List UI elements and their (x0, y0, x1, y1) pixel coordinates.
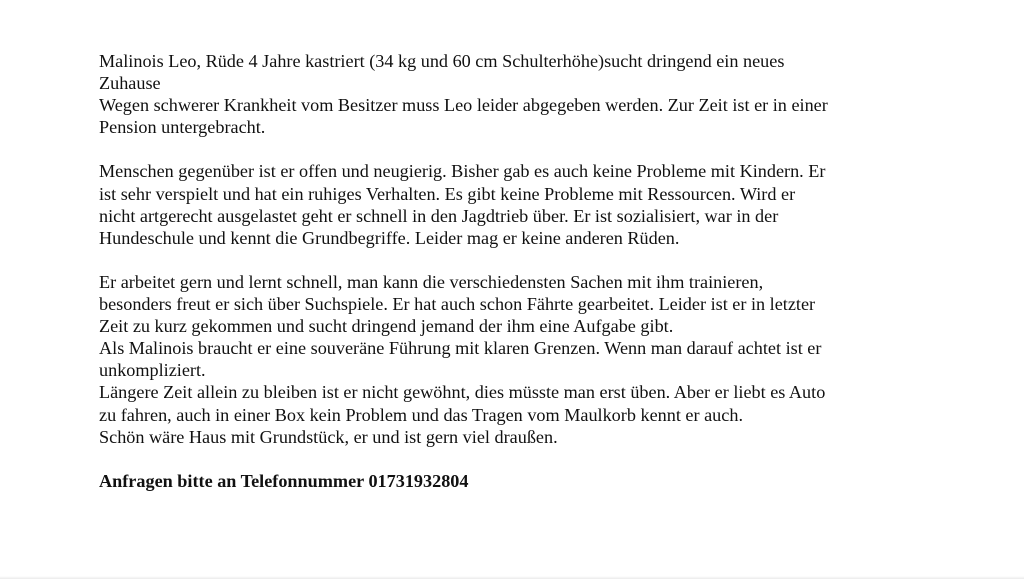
text-line: ist sehr verspielt und hat ein ruhiges Verhalten. Es gibt keine Probleme mit Ressourcen. Wird er (99, 183, 796, 204)
text-line: Längere Zeit allein zu bleiben ist er nicht gewöhnt, dies müsste man erst üben. Aber er liebt es Auto (99, 382, 826, 403)
contact-text: Anfragen bitte an Telefonnummer 01731932804 (99, 470, 469, 491)
paragraph-intro (99, 50, 939, 138)
paragraph-temperament (99, 160, 939, 248)
text-line: Wegen schwerer Krankheit vom Besitzer muss Leo leider abgegeben werden. Zur Zeit ist er in einer (99, 95, 828, 116)
text-line: Menschen gegenüber ist er offen und neugierig. Bisher gab es auch keine Probleme mit Kindern. Er (99, 161, 826, 182)
text-line: nicht artgerecht ausgelastet geht er schnell in den Jagdtrieb über. Er ist sozialisiert, war in der (99, 205, 779, 226)
paragraph-training (99, 271, 939, 448)
text-line: Er arbeitet gern und lernt schnell, man kann die verschiedensten Sachen mit ihm trainieren, (99, 271, 764, 292)
text-line: Hundeschule und kennt die Grundbegriffe. Leider mag er keine anderen Rüden. (99, 227, 680, 248)
text-line: Schön wäre Haus mit Grundstück, er und ist gern viel draußen. (99, 426, 558, 447)
contact-line (99, 470, 939, 492)
document-body (99, 50, 939, 492)
paragraph-spacer (99, 138, 939, 160)
text-line: Zuhause (99, 73, 161, 94)
text-line: besonders freut er sich über Suchspiele. Er hat auch schon Fährte gearbeitet. Leider ist er in letzter (99, 294, 816, 315)
paragraph-spacer (99, 448, 939, 470)
text-line: Pension untergebracht. (99, 117, 266, 138)
text-line: zu fahren, auch in einer Box kein Problem und das Tragen vom Maulkorb kennt er auch. (99, 404, 743, 425)
text-line: unkompliziert. (99, 360, 206, 381)
text-line: Zeit zu kurz gekommen und sucht dringend jemand der ihm eine Aufgabe gibt. (99, 316, 674, 337)
text-line: Als Malinois braucht er eine souveräne Führung mit klaren Grenzen. Wenn man darauf achtet ist er (99, 338, 822, 359)
text-line: Malinois Leo, Rüde 4 Jahre kastriert (34 kg und 60 cm Schulterhöhe)sucht dringend ein neues (99, 51, 785, 71)
paragraph-spacer (99, 249, 939, 271)
